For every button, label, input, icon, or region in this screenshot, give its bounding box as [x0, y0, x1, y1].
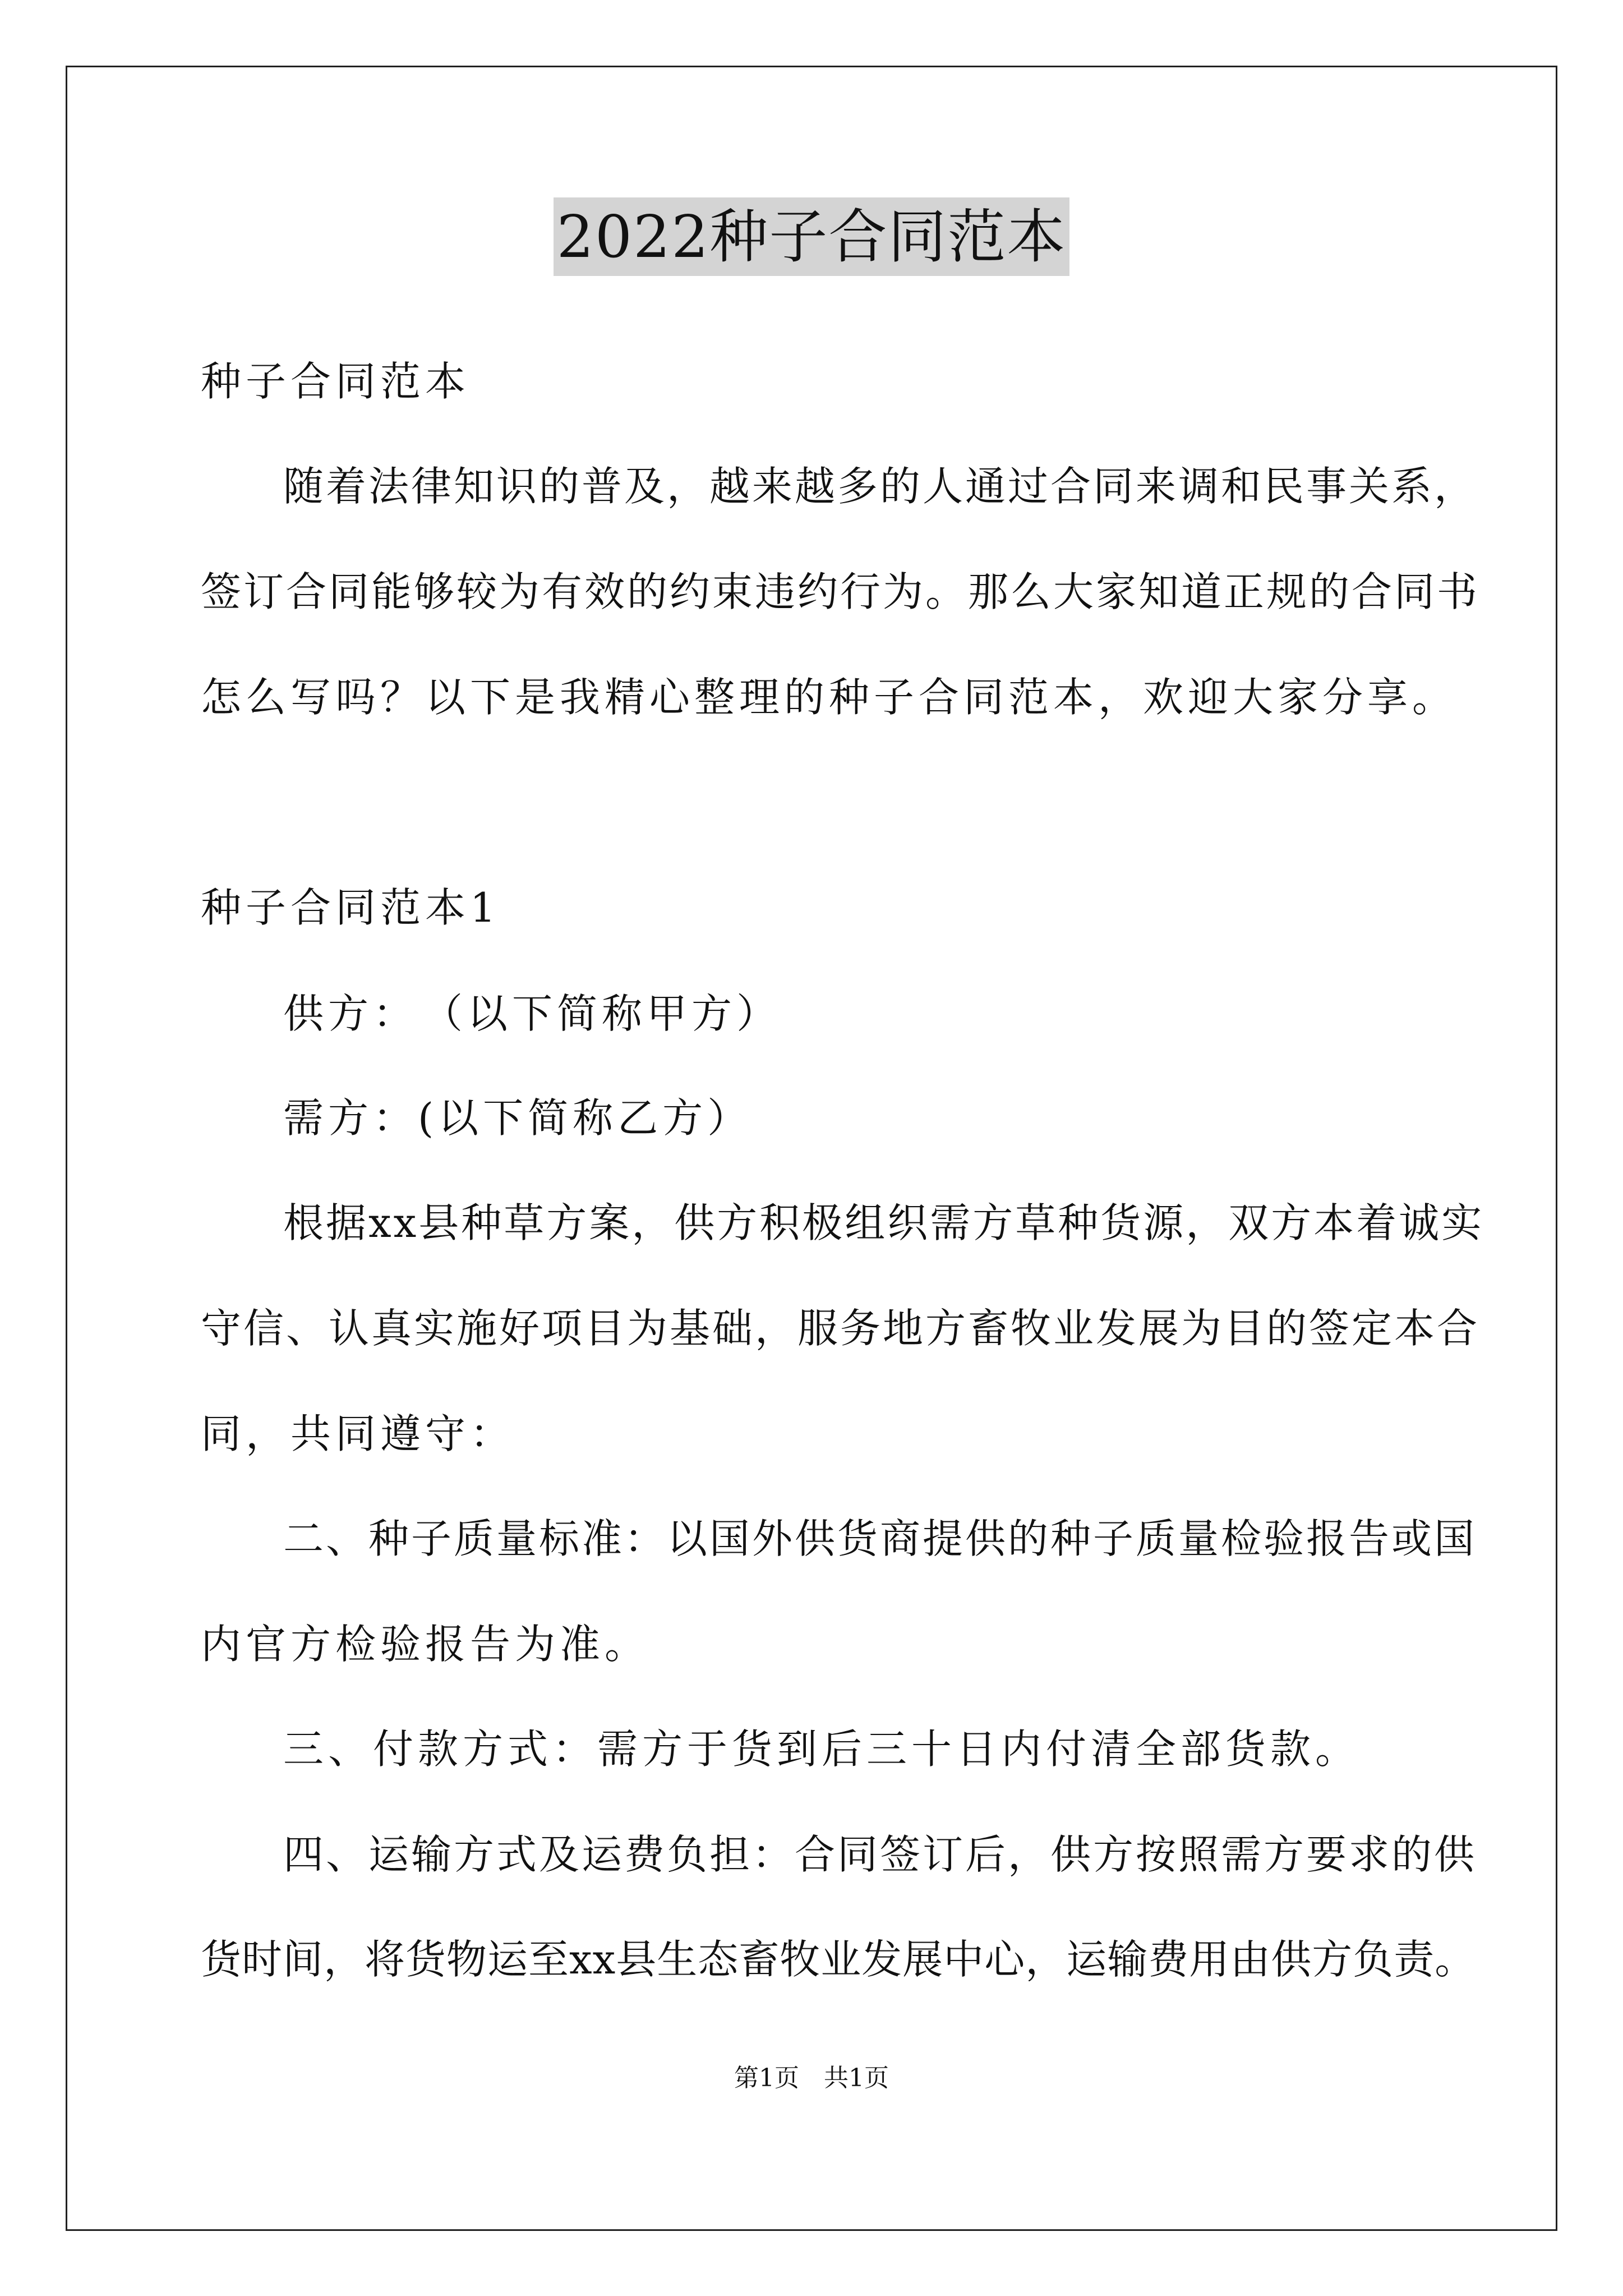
- paragraph-line: 同，共同遵守：: [201, 1410, 515, 1457]
- paragraph-line: 四、运输方式及运费负担：合同签订后，供方按照需方要求的供: [283, 1831, 1477, 1878]
- title-container: [0, 197, 1623, 276]
- section-heading: 种子合同范本: [201, 358, 471, 405]
- paragraph-line: 守信、认真实施好项目为基础，服务地方畜牧业发展为目的签定本合: [201, 1305, 1480, 1352]
- paragraph-line: 随着法律知识的普及，越来越多的人通过合同来调和民事关系，: [283, 463, 1477, 510]
- paragraph-line: 货时间，将货物运至xx县生态畜牧业发展中心，运输费用由供方负责。: [201, 1936, 1476, 1983]
- paragraph-line: 二、种子质量标准：以国外供货商提供的种子质量检验报告或国: [283, 1515, 1477, 1562]
- paragraph-line: 怎么写吗？以下是我精心整理的种子合同范本，欢迎大家分享。: [201, 674, 1458, 721]
- document-title: 2022种子合同范本: [554, 197, 1070, 276]
- section-heading: 种子合同范本1: [201, 884, 500, 931]
- paragraph-line: 需方：(以下简称乙方）: [283, 1094, 753, 1142]
- paragraph-line: 供方： （以下简称甲方）: [283, 990, 782, 1037]
- page-footer: 第1页 共1页: [734, 2064, 889, 2092]
- paragraph-line: 签订合同能够较为有效的约束违约行为。那么大家知道正规的合同书: [201, 568, 1480, 615]
- paragraph-line: 内官方检验报告为准。: [201, 1621, 650, 1668]
- paragraph-line: 根据xx县种草方案，供方积极组织需方草种货源，双方本着诚实: [283, 1199, 1484, 1246]
- paragraph-line: 三、付款方式：需方于货到后三十日内付清全部货款。: [283, 1726, 1361, 1773]
